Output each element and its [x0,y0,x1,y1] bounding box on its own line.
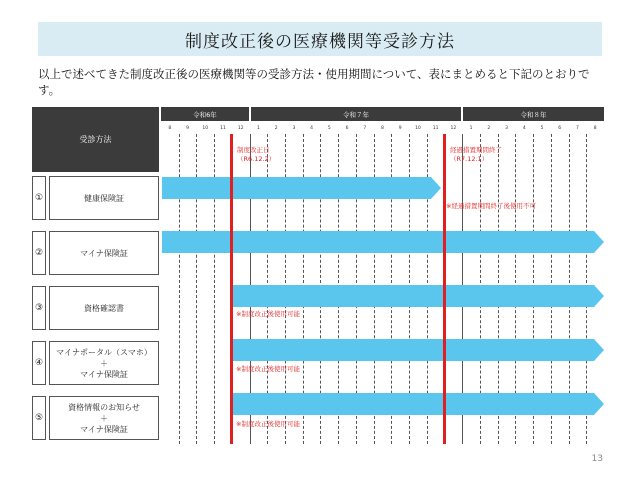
row-number: ③ [32,286,46,330]
year-label: 令和８年 [520,110,547,119]
row-note: ※経過措置期間終了後使用不可 [446,202,536,210]
row-label-my-number-insurance: マイナ保険証 [49,231,159,275]
marker-line-transition-end [443,134,446,444]
month-label: 2 [487,125,491,131]
month-label: 12 [450,125,457,131]
month-label: 6 [558,125,562,131]
marker-date-reform-date: （R6.12.2） [237,155,276,163]
month-label: 3 [505,125,508,131]
row-label-eligibility-certificate: 資格確認書 [49,286,159,330]
corner-label: 受診方法 [79,135,112,144]
month-label: 6 [345,125,349,131]
intro-text: 以上で述べてきた制度改正後の医療機関等の受診方法・使用期間について、表にまとめると下記のとおりです。 [38,67,590,97]
month-label: 4 [310,125,314,131]
page-number: 13 [591,454,603,464]
bar-health-insurance-card [162,177,441,199]
year-label: 令和７年 [343,110,369,119]
row-note: ※制度改正後使用可能 [236,420,300,428]
year-header-r7 [251,107,461,121]
bar-eligibility-notice [232,393,604,415]
marker-title-transition-end: 経過措置期間終了 [450,146,502,154]
row-note: ※制度改正後使用可能 [236,365,300,373]
year-header-r8 [463,107,604,121]
month-label: 5 [327,125,331,131]
title-bar [38,22,602,56]
row-note: ※制度改正後使用可能 [236,310,300,318]
month-label: 8 [168,125,172,131]
month-label: 7 [575,125,579,131]
month-label: 1 [257,125,260,131]
year-label: 令和6年 [193,110,217,119]
marker-date-transition-end: （R7.12.1） [450,155,489,163]
month-label: 7 [363,125,367,131]
month-label: 3 [292,125,296,131]
month-label: 11 [220,125,226,131]
month-label: 10 [415,125,421,131]
bar-mynaportal [232,339,604,361]
row-label-mynaportal: マイナポータル（スマホ） ＋ マイナ保険証 [49,341,159,385]
bar-eligibility-certificate [232,285,604,307]
page-title: 制度改正後の医療機関等受診方法 [185,31,455,52]
month-label: 2 [274,125,278,131]
row-label-health-insurance-card: 健康保険証 [49,176,159,220]
row-label-eligibility-notice: 資格情報のお知らせ ＋ マイナ保険証 [49,396,159,440]
row-number: ⑤ [32,396,46,440]
row-number: ② [32,231,46,275]
marker-line-reform-date [230,134,233,444]
bar-my-number-insurance [162,231,604,253]
month-label: 5 [540,125,544,131]
month-label: 9 [186,125,190,131]
month-label: 8 [593,125,597,131]
month-label: 10 [202,125,209,131]
corner-header [32,107,159,172]
month-label: 11 [432,125,439,131]
row-number: ① [32,176,46,220]
row-number: ④ [32,341,46,385]
month-label: 12 [237,125,244,131]
month-label: 1 [469,125,473,131]
month-label: 9 [398,125,402,131]
marker-title-reform-date: 制度改正日 [237,146,270,154]
year-header-r6 [161,107,249,121]
month-label: 8 [381,125,384,131]
month-label: 4 [522,125,526,131]
